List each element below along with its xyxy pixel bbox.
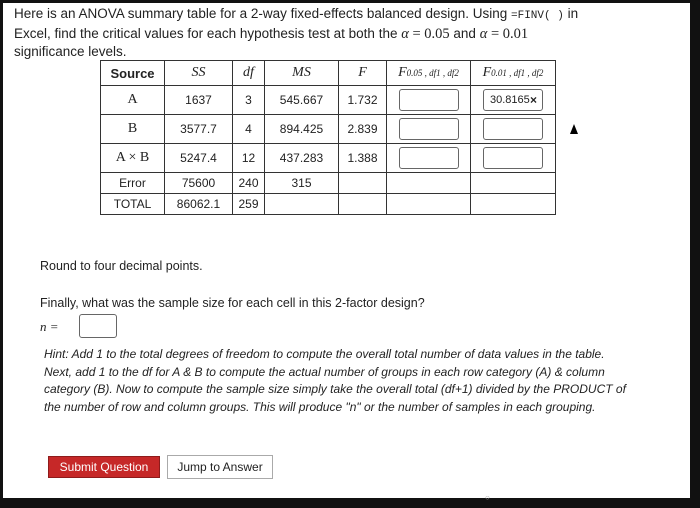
- intro-text-1: Here is an ANOVA summary table for a 2-way fixed-effects balanced design. Using: [14, 6, 511, 21]
- hint-text: Hint: Add 1 to the total degrees of freedom to compute the overall total number of data values in the table. Next, add 1 to the df for A & B to compute the actual number of groups in each row category (A) & column category (B). Now to compute the sample size simply take the overall total (df+1) divided by the PRODUCT of the number of row and column groups. This will produce "n" or the number of samples in each grouping.: [44, 347, 626, 414]
- fcrit-05-cell: [387, 144, 471, 173]
- fcrit-01-input-b[interactable]: [483, 118, 543, 140]
- source-cell: Error: [101, 173, 165, 194]
- fcrit-01-cell: [471, 86, 556, 115]
- header-fcrit-05: [387, 61, 471, 86]
- f-cell: 1.732: [339, 86, 387, 115]
- ss-cell: 86062.1: [165, 194, 233, 215]
- df-cell: 3: [233, 86, 265, 115]
- fcrit-05-main: F: [398, 65, 407, 80]
- header-df: df: [233, 61, 265, 86]
- n-input[interactable]: [79, 314, 117, 338]
- intro-text-1b: in: [563, 6, 579, 21]
- intro-text-2: Excel, find the critical values for each hypothesis test at both the: [14, 26, 402, 41]
- table-row-b: [101, 115, 556, 144]
- f-cell: 1.388: [339, 144, 387, 173]
- alpha-value-1: = 0.05: [408, 26, 450, 42]
- intro-and: and: [449, 26, 480, 41]
- mouse-cursor-icon: [570, 124, 578, 134]
- frame-bottom: [0, 498, 700, 508]
- decorative-dot: ○: [485, 493, 490, 502]
- header-fcrit-01: [471, 61, 556, 86]
- ms-cell: [265, 194, 339, 215]
- df-cell: 4: [233, 115, 265, 144]
- ss-cell: 1637: [165, 86, 233, 115]
- fcrit-05-input-b[interactable]: [399, 118, 459, 140]
- clear-icon[interactable]: ×: [529, 93, 537, 107]
- anova-table: [100, 60, 556, 215]
- round-note: Round to four decimal points.: [40, 259, 203, 273]
- finv-function: =FINV( ): [511, 10, 564, 22]
- n-label: n =: [40, 319, 59, 334]
- fcrit-01-input-axb[interactable]: [483, 147, 543, 169]
- ms-cell: 545.667: [265, 86, 339, 115]
- header-ss: SS: [165, 61, 233, 86]
- df-cell: 259: [233, 194, 265, 215]
- fcrit-01-input-a[interactable]: [483, 89, 543, 111]
- header-row: [101, 61, 556, 86]
- intro-text-3: significance levels.: [14, 44, 127, 59]
- submit-question-button[interactable]: Submit Question: [48, 456, 160, 478]
- table-row-error: [101, 173, 556, 194]
- fcrit-01-main: F: [482, 65, 492, 80]
- source-cell: TOTAL: [101, 194, 165, 215]
- ss-cell: 3577.7: [165, 115, 233, 144]
- ms-cell: 315: [265, 173, 339, 194]
- frame-right: [690, 0, 700, 508]
- alpha-value-2: = 0.01: [487, 26, 529, 42]
- df-cell: 240: [233, 173, 265, 194]
- frame-top: [0, 0, 700, 3]
- fcrit-05-input-axb[interactable]: [399, 147, 459, 169]
- alpha-symbol-1: α: [401, 26, 409, 42]
- fcrit-01-cell: [471, 173, 556, 194]
- fcrit-05-cell: [387, 115, 471, 144]
- fcrit-05-sub: 0.05 , df1 , df2: [406, 68, 459, 78]
- ms-cell: 437.283: [265, 144, 339, 173]
- fcrit-05-cell: [387, 86, 471, 115]
- f-cell: 2.839: [339, 115, 387, 144]
- fcrit-05-cell: [387, 173, 471, 194]
- fcrit-01-input-a-value: 30.8165: [490, 94, 530, 106]
- ss-cell: 5247.4: [165, 144, 233, 173]
- table-row-axb: [101, 144, 556, 173]
- fcrit-01-cell: [471, 115, 556, 144]
- fcrit-01-cell: [471, 144, 556, 173]
- frame-left: [0, 0, 3, 508]
- ss-cell: 75600: [165, 173, 233, 194]
- fcrit-05-cell: [387, 194, 471, 215]
- question-intro: [14, 5, 654, 61]
- alpha-symbol-2: α: [479, 26, 488, 42]
- header-f: F: [339, 61, 387, 86]
- source-cell: A × B: [101, 144, 165, 173]
- df-cell: 12: [233, 144, 265, 173]
- ms-cell: 894.425: [265, 115, 339, 144]
- source-cell: B: [101, 115, 165, 144]
- f-cell: [339, 194, 387, 215]
- header-ms: MS: [265, 61, 339, 86]
- source-cell: A: [101, 86, 165, 115]
- jump-to-answer-button[interactable]: Jump to Answer: [167, 455, 273, 479]
- f-cell: [339, 173, 387, 194]
- sample-size-question: Finally, what was the sample size for each cell in this 2-factor design?: [40, 296, 425, 310]
- table-row-a: [101, 86, 556, 115]
- header-source: Source: [101, 61, 165, 86]
- fcrit-01-cell: [471, 194, 556, 215]
- fcrit-05-input-a[interactable]: [399, 89, 459, 111]
- table-row-total: [101, 194, 556, 215]
- fcrit-01-sub: 0.01 , df1 , df2: [491, 68, 544, 78]
